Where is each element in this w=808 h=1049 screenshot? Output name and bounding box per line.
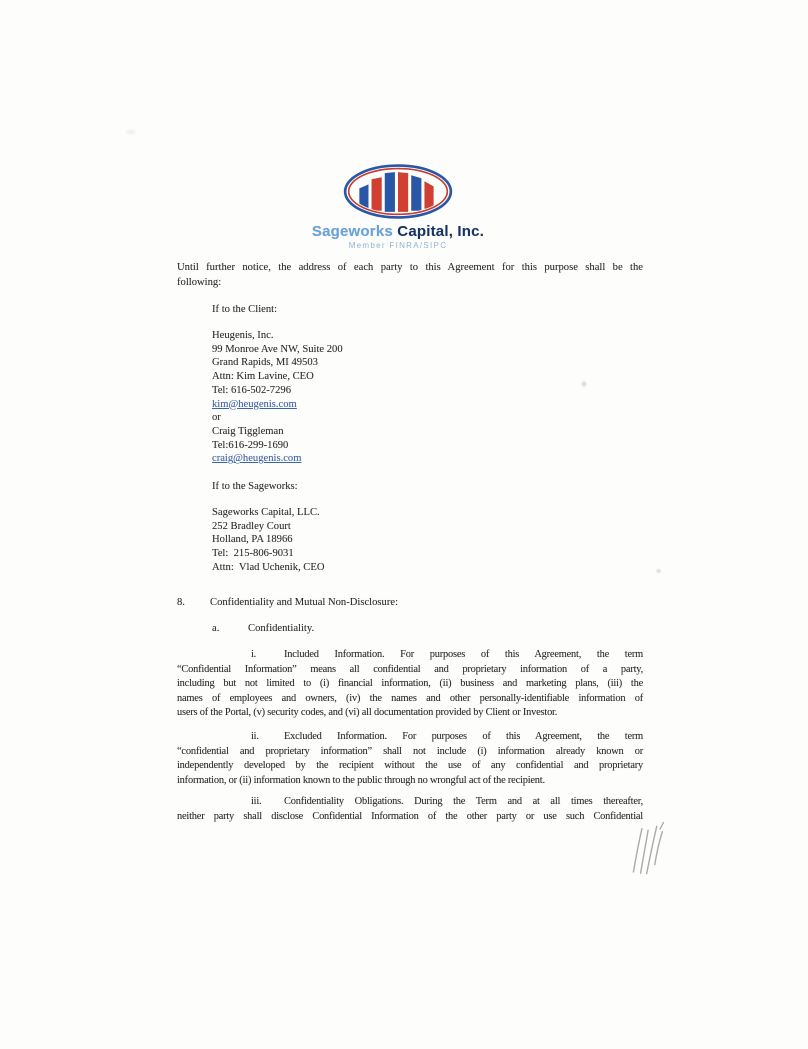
scan-speck <box>655 568 662 574</box>
section-8-title: Confidentiality and Mutual Non-Disclosure: <box>210 597 399 608</box>
client-or: or <box>212 412 221 424</box>
sageworks-label: If to the Sageworks: <box>212 481 298 492</box>
client-label: If to the Client: <box>212 304 278 315</box>
paragraph-iii-line-2: neither party shall disclose Confidential Information of the other party or use such Confidential <box>177 810 643 822</box>
paragraph-i-line-2: “Confidential Information” means all confidential and proprietary information of a party, <box>177 663 643 675</box>
subsection-a-title: Confidentiality. <box>248 623 315 634</box>
logo-bar-4 <box>398 172 408 212</box>
client-street: 99 Monroe Ave NW, Suite 200 <box>212 343 343 355</box>
section-8-number: 8. <box>177 597 185 608</box>
paragraph-i-line-3: including but not limited to (i) financial information, (ii) business and marketing plans, (iii) the <box>177 678 643 689</box>
logo-wordmark <box>283 223 513 240</box>
logo-icon <box>342 163 454 222</box>
sageworks-tel: Tel: 215-806-9031 <box>212 548 294 560</box>
intro-line-2: following: <box>177 276 222 288</box>
client-tel-2: Tel:616-299-1690 <box>212 439 289 451</box>
paragraph-ii <box>177 730 643 788</box>
paragraph-i-line-4: names of employees and owners, (iv) the names and other personally-identifiable information of <box>177 692 643 704</box>
paragraph-i <box>177 648 643 721</box>
sageworks-company: Sageworks Capital, LLC. <box>212 507 320 518</box>
paragraph-ii-first-text: Excluded Information. For purposes of this Agreement, the term <box>284 731 643 742</box>
client-label-row <box>177 303 643 318</box>
client-contact-2: Craig Tiggleman <box>212 425 284 437</box>
company-logo <box>283 163 513 250</box>
sageworks-address-block <box>177 506 643 575</box>
paragraph-i-line-5: users of the Portal, (v) security codes, and (vi) all documentation provided by Client or Investor. <box>177 707 558 718</box>
scan-smudge <box>124 128 138 136</box>
client-email-link-2[interactable]: craig@heugenis.com <box>212 453 302 465</box>
paragraph-ii-number: ii. <box>251 731 259 742</box>
paragraph-ii-line-1 <box>177 730 643 745</box>
paragraph-ii-line-4: information, or (ii) information known to the public through no wrongful act of the recipient. <box>177 774 545 786</box>
logo-bar-3 <box>385 172 395 212</box>
sageworks-city: Holland, PA 18966 <box>212 534 293 546</box>
client-attn: Attn: Kim Lavine, CEO <box>212 371 314 383</box>
subsection-a-heading <box>177 622 643 637</box>
intro-line-1: Until further notice, the address of each party to this Agreement for this purpose shall be the <box>177 262 643 273</box>
client-company: Heugenis, Inc. <box>212 330 274 341</box>
section-8-heading <box>177 596 643 611</box>
logo-tagline: Member FINRA/SIPC <box>348 241 448 250</box>
logo-bar-2 <box>372 177 382 211</box>
client-city: Grand Rapids, MI 49503 <box>212 357 318 369</box>
client-tel: Tel: 616-502-7296 <box>212 384 291 396</box>
handwritten-initials <box>623 816 679 881</box>
client-email-link-1[interactable]: kim@heugenis.com <box>212 398 297 410</box>
paragraph-iii-first-text: Confidentiality Obligations. During the Term and at all times thereafter, <box>284 796 643 807</box>
subsection-a-number: a. <box>212 623 220 634</box>
logo-bar-6 <box>424 181 433 208</box>
paragraph-ii-line-2: “confidential and proprietary information” shall not include (i) information already known or <box>177 745 643 757</box>
paragraph-iii <box>177 795 643 824</box>
intro-paragraph <box>177 261 643 290</box>
sageworks-attn: Attn: Vlad Uchenik, CEO <box>212 561 325 573</box>
client-address-block <box>177 329 643 466</box>
logo-bars <box>359 172 433 212</box>
logo-brand-primary: Sageworks <box>311 223 393 240</box>
paragraph-i-number: i. <box>251 649 257 660</box>
sageworks-label-row <box>177 480 643 495</box>
sageworks-street: 252 Bradley Court <box>212 520 291 532</box>
logo-bar-5 <box>411 175 421 211</box>
paragraph-iii-line-1 <box>177 795 643 810</box>
logo-brand-secondary: Capital, Inc. <box>392 223 485 240</box>
paragraph-i-first-text: Included Information. For purposes of this Agreement, the term <box>284 649 643 660</box>
paragraph-iii-number: iii. <box>251 796 262 807</box>
paragraph-ii-line-3: independently developed by the recipient without the use of any confidential and proprietary <box>177 760 643 771</box>
paragraph-i-line-1 <box>177 648 643 663</box>
